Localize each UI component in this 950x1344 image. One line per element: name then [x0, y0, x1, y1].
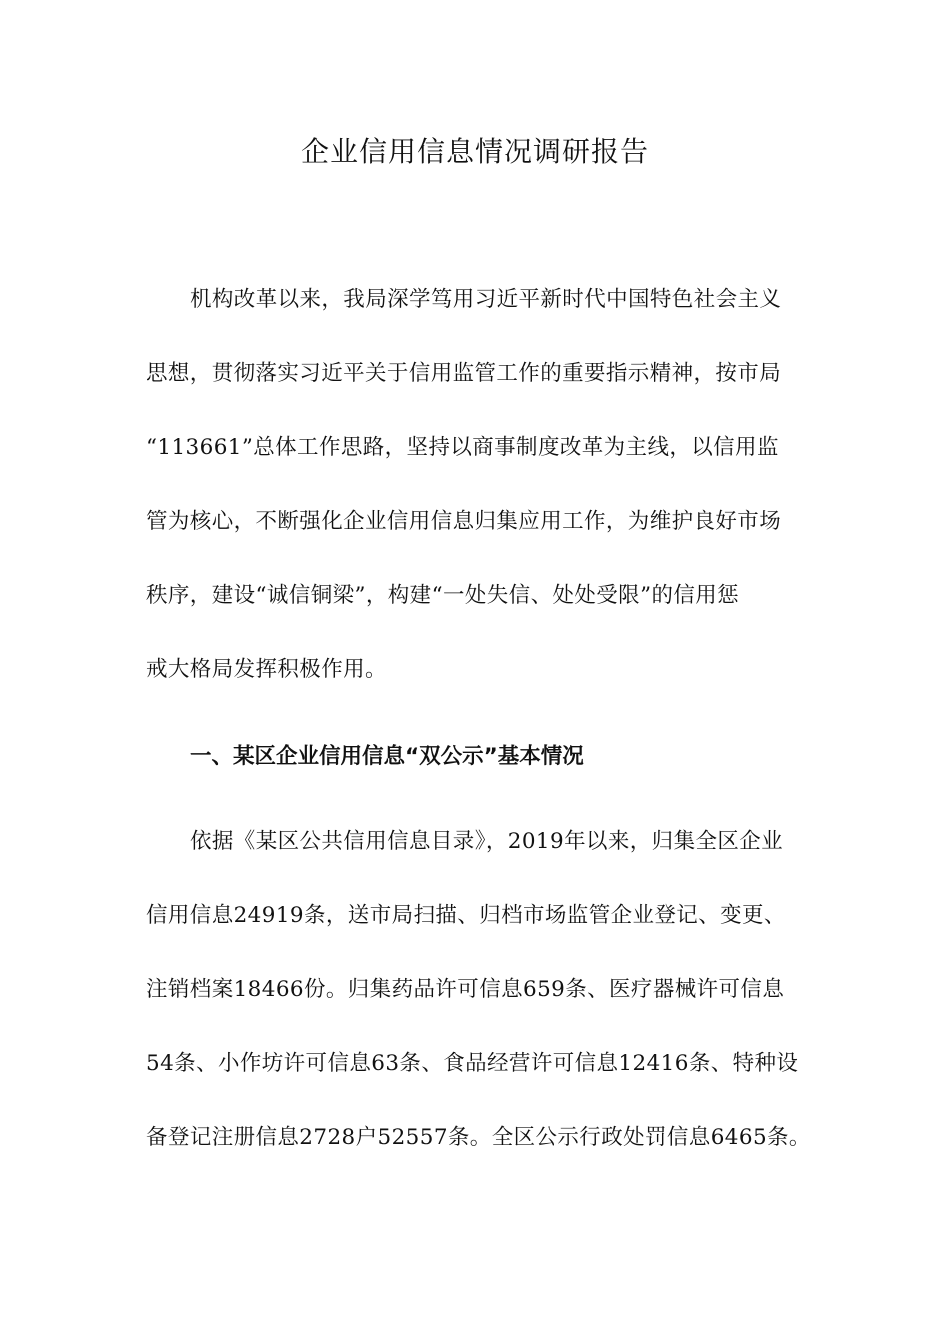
- paragraph-1-line-4: 管为核心，不断强化企业信用信息归集应用工作，为维护良好市场: [146, 509, 782, 534]
- paragraph-1-line-2: 思想，贯彻落实习近平关于信用监管工作的重要指示精神，按市局: [146, 361, 782, 386]
- paragraph-1-line-5: 秩序，建设“诚信铜梁”，构建“一处失信、处处受限”的信用惩: [146, 583, 740, 608]
- paragraph-2-line-1: 依据《某区公共信用信息目录》，2019年以来，归集全区企业: [190, 829, 784, 854]
- paragraph-1-line-1: 机构改革以来，我局深学笃用习近平新时代中国特色社会主义: [190, 287, 782, 312]
- paragraph-2-line-3: 注销档案18466份。归集药品许可信息659条、医疗器械许可信息: [146, 977, 785, 1002]
- paragraph-2-line-4: 54条、小作坊许可信息63条、食品经营许可信息12416条、特种设: [146, 1051, 799, 1076]
- section-1-heading: 一、某区企业信用信息“双公示”基本情况: [190, 744, 584, 769]
- paragraph-2-line-5: 备登记注册信息2728户52557条。全区公示行政处罚信息6465条。: [146, 1125, 811, 1150]
- paragraph-1-line-3: “113661”总体工作思路，坚持以商事制度改革为主线，以信用监: [146, 435, 779, 460]
- paragraph-1-line-6: 戒大格局发挥积极作用。: [146, 657, 387, 682]
- document-title: 企业信用信息情况调研报告: [300, 135, 649, 168]
- paragraph-2-line-2: 信用信息24919条，送市局扫描、归档市场监管企业登记、变更、: [146, 903, 786, 928]
